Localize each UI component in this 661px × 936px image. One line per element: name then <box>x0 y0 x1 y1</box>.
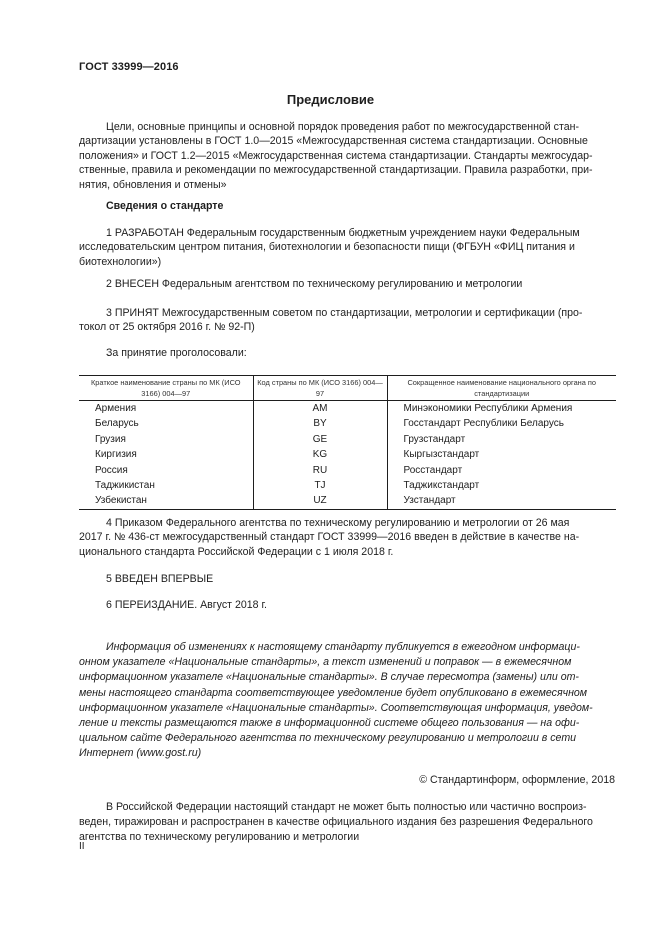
cell-country: Таджикистан <box>95 480 155 492</box>
copyright: © Стандартинформ, оформление, 2018 <box>419 774 615 786</box>
table-row <box>79 463 616 478</box>
intro-line: ственные, правила и рекомендации по межгосударственной стандартизации. Правила разработки, при- <box>79 164 593 177</box>
intro-line: Цели, основные принципы и основной порядок проведения работ по межгосударственной стан- <box>106 121 579 133</box>
table-row <box>79 478 616 493</box>
changes-info-notice <box>79 640 615 762</box>
cell-country: Узбекистан <box>79 493 253 509</box>
item-5: 5 ВВЕДЕН ВПЕРВЫЕ <box>106 573 214 585</box>
cell-body: Таджикстандарт <box>387 478 616 493</box>
table-header-code: Код страны по МК (ИСО 3166) 004—97 <box>253 376 387 401</box>
table-header-row <box>79 376 616 401</box>
info-line: Информация об изменениях к настоящему стандарту публикуется в ежегодном информаци- <box>106 641 580 653</box>
item-4-paragraph <box>79 516 615 559</box>
intro-paragraph <box>79 120 615 192</box>
table-row <box>79 447 616 462</box>
section-heading: Сведения о стандарте <box>106 200 224 212</box>
info-line: ление и тексты размещаются также в информационной системе общего пользования — на офи- <box>79 717 580 730</box>
cell-country: Армения <box>95 403 137 414</box>
info-line: циальном сайте Федерального агентства по техническому регулированию и метрологии в сети <box>79 732 577 745</box>
cell-body: Росстандарт <box>387 463 616 478</box>
item-2: 2 ВНЕСЕН Федеральным агентством по техническому регулированию и метрологии <box>106 278 523 290</box>
item-3-line: токол от 25 октября 2016 г. № 92-П) <box>79 321 255 334</box>
item-1-line: исследовательским центром питания, биотехнологии и безопасности пищи (ФГБУН «ФИЦ питания и <box>79 241 575 254</box>
table-row <box>79 401 616 417</box>
cell-code: BY <box>253 416 387 431</box>
info-line: Интернет (www.gost.ru) <box>79 747 202 760</box>
item-6: 6 ПЕРЕИЗДАНИЕ. Август 2018 г. <box>106 599 267 611</box>
cell-body: Грузстандарт <box>387 432 616 447</box>
item-1-paragraph <box>79 226 615 269</box>
info-line: информационном указателе «Национальные стандарты». Соответствующая информация, уведом- <box>79 701 593 714</box>
footer-line: агентства по техническому регулированию и метрологии <box>79 831 360 843</box>
cell-code: KG <box>253 447 387 462</box>
countries-table <box>79 375 616 510</box>
cell-code: TJ <box>253 478 387 493</box>
cell-code: UZ <box>253 493 387 509</box>
footer-line: веден, тиражирован и распространен в качестве официального издания без разрешения Федерального <box>79 816 593 828</box>
cell-code: RU <box>253 463 387 478</box>
page-title: Предисловие <box>286 92 375 107</box>
page-number: II <box>79 841 85 852</box>
table-row <box>79 432 616 447</box>
item-3-paragraph <box>79 306 615 335</box>
table-header-country: Краткое наименование страны по МК (ИСО 3166) 004—97 <box>79 376 253 401</box>
item-4-line: ционального стандарта Российской Федерации с 1 июля 2018 г. <box>79 545 394 558</box>
reproduction-notice <box>79 800 615 845</box>
info-line: информационном указателе «Национальные стандарты». В случае пересмотра (замены) или от- <box>79 671 579 684</box>
item-4-line: 4 Приказом Федерального агентства по техническому регулированию и метрологии от 26 мая <box>106 517 570 529</box>
intro-line: положения» и ГОСТ 1.2—2015 «Межгосударственная система стандартизации. Стандарты межгосудар- <box>79 149 593 162</box>
cell-country: Киргизия <box>95 449 137 461</box>
info-line: онном указателе «Национальные стандарты», а текст изменений и поправок — в ежемесячном <box>79 656 572 669</box>
footer-line: В Российской Федерации настоящий стандарт не может быть полностью или частично воспроиз- <box>106 801 587 813</box>
cell-country: Грузия <box>95 433 126 445</box>
cell-body: Кыргызстандарт <box>387 447 616 462</box>
cell-country: Беларусь <box>95 418 139 430</box>
cell-body: Госстандарт Республики Беларусь <box>387 416 616 431</box>
info-line: мены настоящего стандарта соответствующее уведомление будет опубликовано в ежемесячном <box>79 686 588 699</box>
intro-line: нятия, обновления и отмены» <box>79 178 227 191</box>
item-3-line: 3 ПРИНЯТ Межгосударственным советом по стандартизации, метрологии и сертификации (про- <box>106 307 583 319</box>
cell-body: Минэкономики Республики Армения <box>387 401 616 417</box>
cell-code: AM <box>253 401 387 417</box>
intro-line: дартизации установлены в ГОСТ 1.0—2015 «Межгосударственная система стандартизации. Основные <box>79 135 588 148</box>
vote-label: За принятие проголосовали: <box>106 347 247 359</box>
document-header: ГОСТ 33999—2016 <box>79 61 179 73</box>
table-header-body: Сокращенное наименование национального органа по стандартизации <box>387 376 616 401</box>
cell-code: GE <box>253 432 387 447</box>
table-row <box>79 416 616 431</box>
table-row <box>79 493 616 509</box>
item-1-line: 1 РАЗРАБОТАН Федеральным государственным бюджетным учреждением науки Федеральным <box>106 227 580 239</box>
item-4-line: 2017 г. № 436-ст межгосударственный стандарт ГОСТ 33999—2016 введен в действие в качестве на- <box>79 531 580 544</box>
cell-country: Россия <box>95 464 128 476</box>
item-1-line: биотехнологии») <box>79 255 162 268</box>
cell-body: Узстандарт <box>387 493 616 509</box>
